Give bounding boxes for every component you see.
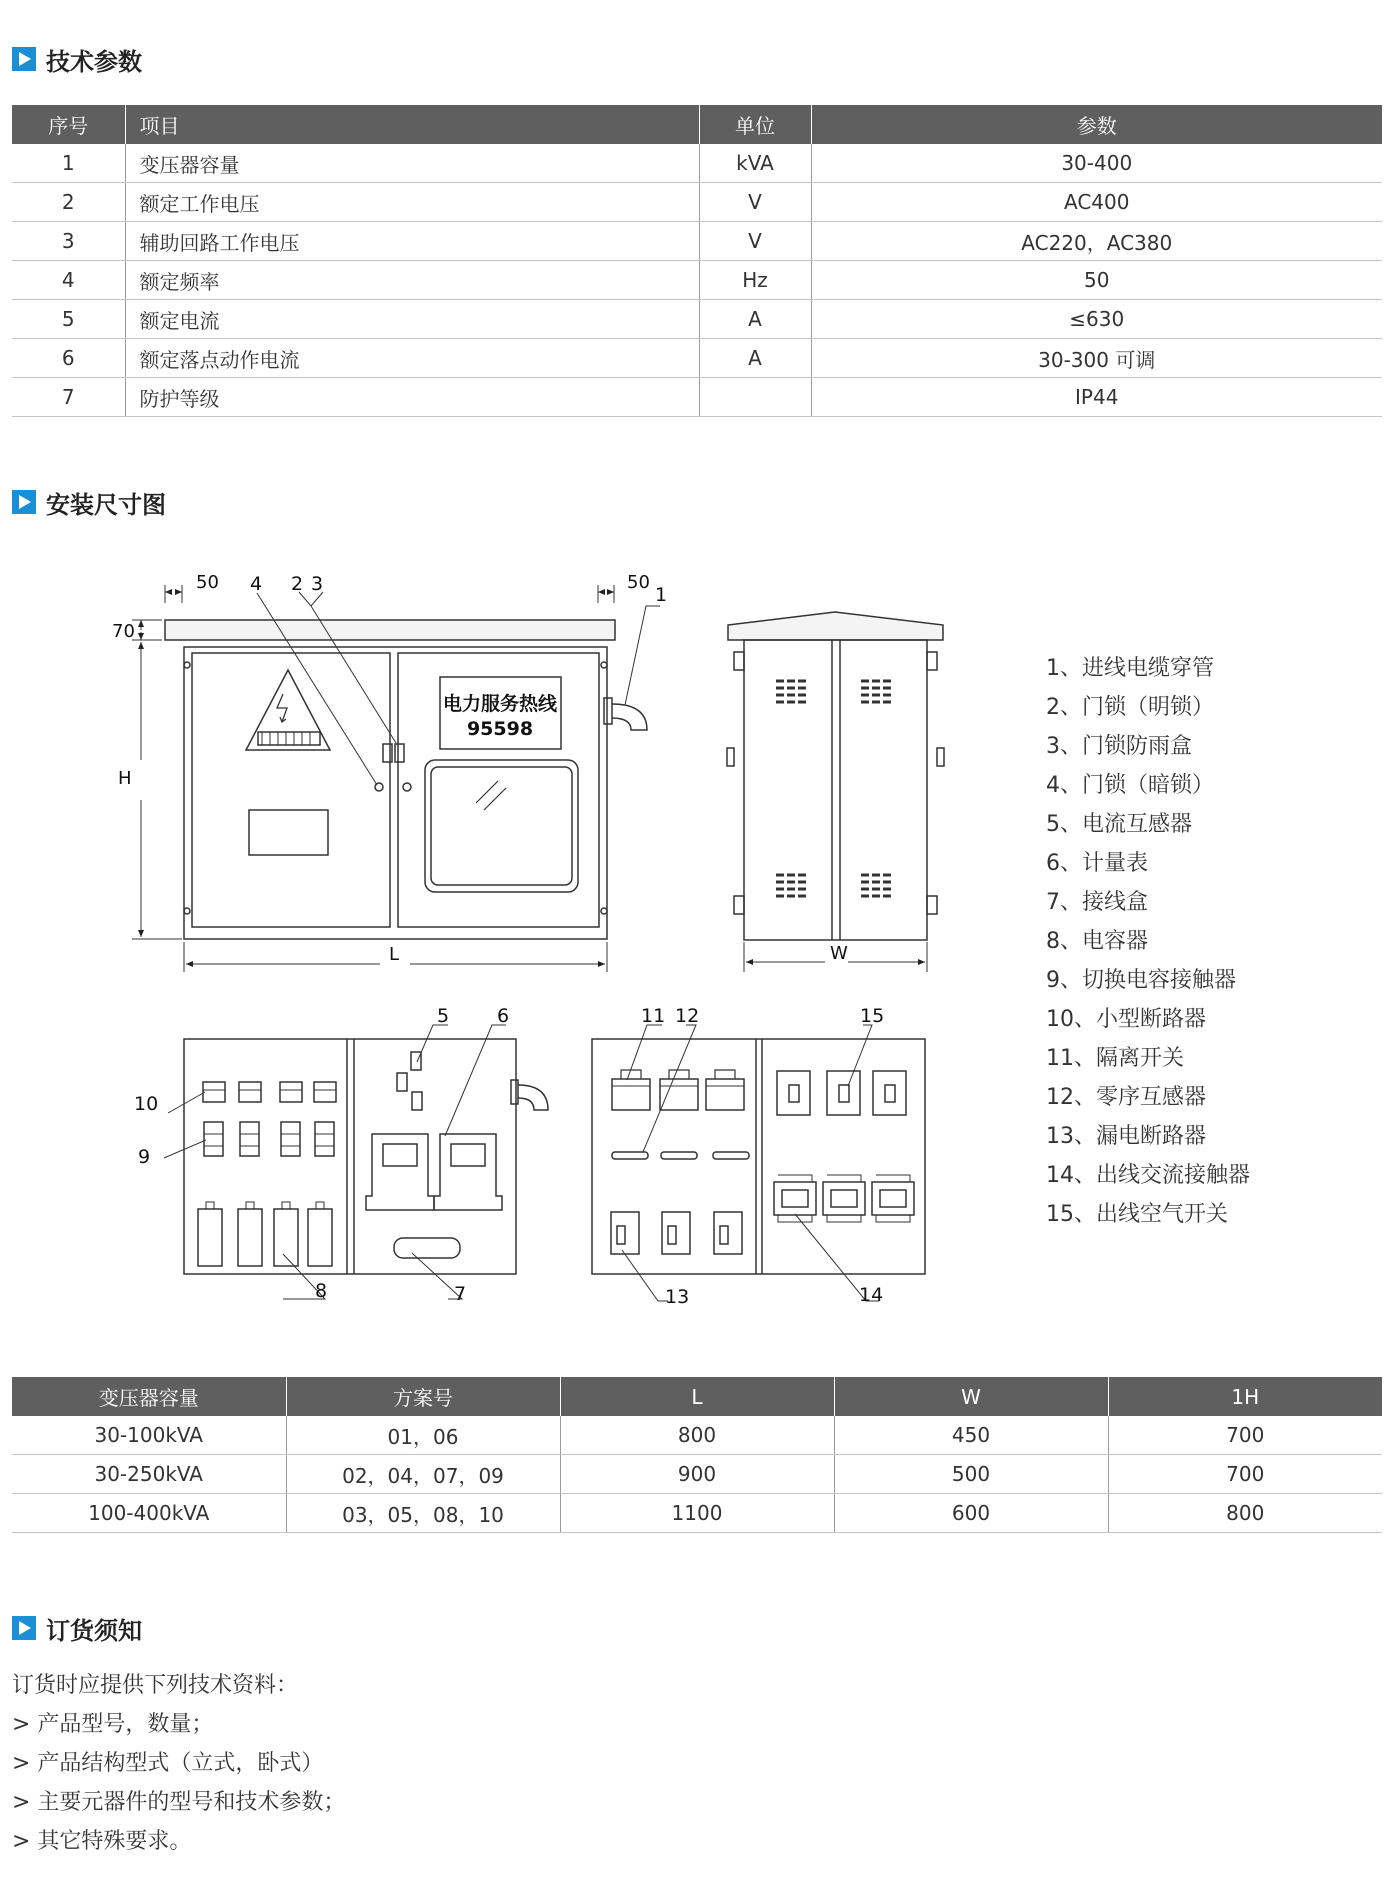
section-title-dimensions-text: 安装尺寸图	[46, 490, 166, 519]
cell-capacity: 30-250kVA	[12, 1455, 286, 1494]
cell-unit: V	[699, 183, 811, 222]
order-item: > 其它特殊要求。	[12, 1829, 192, 1854]
cell-value: 30-400	[811, 144, 1382, 183]
table-row	[12, 1455, 1382, 1494]
callout-7: 7	[454, 1283, 467, 1305]
callout-11: 11	[641, 1005, 666, 1027]
legend-item: 12、零序互感器	[1046, 1085, 1206, 1110]
dim-label-H: H	[118, 768, 132, 789]
order-intro: 订货时应提供下列技术资料：	[12, 1673, 299, 1698]
legend-item: 3、门锁防雨盒	[1046, 734, 1192, 759]
order-notes	[12, 1666, 345, 1861]
table-row	[12, 261, 1382, 300]
cell-H: 800	[1108, 1494, 1382, 1533]
callout-14: 14	[859, 1284, 884, 1306]
cell-L: 900	[560, 1455, 834, 1494]
legend-item: 7、接线盒	[1046, 890, 1148, 915]
cell-item: 额定工作电压	[125, 183, 699, 222]
cell-W: 600	[834, 1494, 1108, 1533]
cell-unit: A	[699, 339, 811, 378]
cell-H: 700	[1108, 1416, 1382, 1455]
spec-table-header	[12, 105, 1382, 144]
dim-header-W: W	[834, 1377, 1108, 1416]
dim-header-L: L	[560, 1377, 834, 1416]
cell-L: 1100	[560, 1494, 834, 1533]
legend-item: 9、切换电容接触器	[1046, 968, 1236, 993]
cell-value: IP44	[811, 378, 1382, 417]
cell-L: 800	[560, 1416, 834, 1455]
dim-label-L: L	[389, 944, 400, 965]
callout-13: 13	[665, 1286, 690, 1308]
section-title-order-text: 订货须知	[46, 1616, 142, 1645]
legend-item: 4、门锁（暗锁）	[1046, 773, 1214, 798]
cell-index: 4	[12, 261, 125, 300]
dim-header-H: 1H	[1108, 1377, 1382, 1416]
cell-W: 450	[834, 1416, 1108, 1455]
cell-scheme: 03，05，08，10	[286, 1494, 560, 1533]
legend-item: 2、门锁（明锁）	[1046, 695, 1214, 720]
section-title-order	[12, 1613, 142, 1643]
cell-item: 变压器容量	[125, 144, 699, 183]
play-triangle-icon	[12, 47, 36, 71]
dim-label-70: 70	[112, 621, 135, 642]
callout-12: 12	[675, 1005, 700, 1027]
cell-H: 700	[1108, 1455, 1382, 1494]
cell-index: 3	[12, 222, 125, 261]
callout-8: 8	[315, 1280, 328, 1302]
dim-label-50-right: 50	[627, 572, 650, 593]
cell-unit	[699, 378, 811, 417]
cell-unit: V	[699, 222, 811, 261]
play-triangle-icon	[12, 1616, 36, 1640]
section-title-dimensions	[12, 487, 166, 517]
dimension-table	[12, 1377, 1382, 1533]
spec-header-index: 序号	[12, 105, 125, 144]
hotline-text-line1: 电力服务热线	[442, 693, 558, 715]
legend-item: 10、小型断路器	[1046, 1007, 1206, 1032]
cell-capacity: 30-100kVA	[12, 1416, 286, 1455]
callout-10: 10	[134, 1093, 159, 1115]
cell-W: 500	[834, 1455, 1108, 1494]
play-triangle-icon	[12, 490, 36, 514]
component-legend	[1046, 649, 1250, 1234]
cell-scheme: 01，06	[286, 1416, 560, 1455]
spec-table	[12, 105, 1382, 417]
cell-value: ≤630	[811, 300, 1382, 339]
spec-header-unit: 单位	[699, 105, 811, 144]
legend-item: 11、隔离开关	[1046, 1046, 1184, 1071]
callout-4: 4	[250, 573, 263, 595]
order-item: > 主要元器件的型号和技术参数；	[12, 1790, 346, 1815]
cell-value: AC220，AC380	[811, 222, 1382, 261]
table-row	[12, 222, 1382, 261]
cell-item: 防护等级	[125, 378, 699, 417]
legend-item: 13、漏电断路器	[1046, 1124, 1206, 1149]
legend-item: 5、电流互感器	[1046, 812, 1192, 837]
dim-header-capacity: 变压器容量	[12, 1377, 286, 1416]
order-item: > 产品结构型式（立式，卧式）	[12, 1751, 324, 1776]
cell-index: 6	[12, 339, 125, 378]
dim-label-W: W	[830, 943, 848, 964]
callout-15: 15	[860, 1005, 885, 1027]
callout-2: 2	[291, 573, 304, 595]
spec-header-value: 参数	[811, 105, 1382, 144]
cell-scheme: 02，04，07，09	[286, 1455, 560, 1494]
dim-label-50-left: 50	[196, 572, 219, 593]
cell-unit: A	[699, 300, 811, 339]
legend-item: 14、出线交流接触器	[1046, 1163, 1250, 1188]
callout-5: 5	[437, 1005, 450, 1027]
table-row	[12, 300, 1382, 339]
table-row	[12, 378, 1382, 417]
legend-item: 6、计量表	[1046, 851, 1148, 876]
table-row	[12, 339, 1382, 378]
callout-1: 1	[655, 584, 668, 606]
cell-index: 1	[12, 144, 125, 183]
cell-index: 7	[12, 378, 125, 417]
table-row	[12, 183, 1382, 222]
cell-value: 50	[811, 261, 1382, 300]
hotline-text-line2: 95598	[466, 718, 534, 740]
table-row	[12, 144, 1382, 183]
dim-table-header	[12, 1377, 1382, 1416]
section-title-spec-text: 技术参数	[46, 47, 142, 76]
cell-capacity: 100-400kVA	[12, 1494, 286, 1533]
legend-item: 15、出线空气开关	[1046, 1202, 1228, 1227]
cell-item: 辅助回路工作电压	[125, 222, 699, 261]
legend-item: 8、电容器	[1046, 929, 1148, 954]
cell-item: 额定频率	[125, 261, 699, 300]
table-row	[12, 1416, 1382, 1455]
front-view	[132, 585, 660, 972]
cell-index: 5	[12, 300, 125, 339]
callout-6: 6	[497, 1005, 510, 1027]
interior-left-view	[164, 1025, 548, 1299]
callout-9: 9	[138, 1146, 151, 1168]
interior-right-view	[592, 1025, 925, 1301]
order-item: > 产品型号，数量；	[12, 1712, 214, 1737]
cell-value: 30-300 可调	[811, 339, 1382, 378]
cell-unit: Hz	[699, 261, 811, 300]
table-row	[12, 1494, 1382, 1533]
cell-unit: kVA	[699, 144, 811, 183]
legend-item: 1、进线电缆穿管	[1046, 656, 1214, 681]
section-title-spec	[12, 44, 142, 74]
side-view	[727, 612, 944, 972]
dim-header-scheme: 方案号	[286, 1377, 560, 1416]
callout-3: 3	[311, 573, 324, 595]
cell-item: 额定电流	[125, 300, 699, 339]
cell-item: 额定落点动作电流	[125, 339, 699, 378]
spec-header-item: 项目	[125, 105, 699, 144]
cell-index: 2	[12, 183, 125, 222]
cell-value: AC400	[811, 183, 1382, 222]
